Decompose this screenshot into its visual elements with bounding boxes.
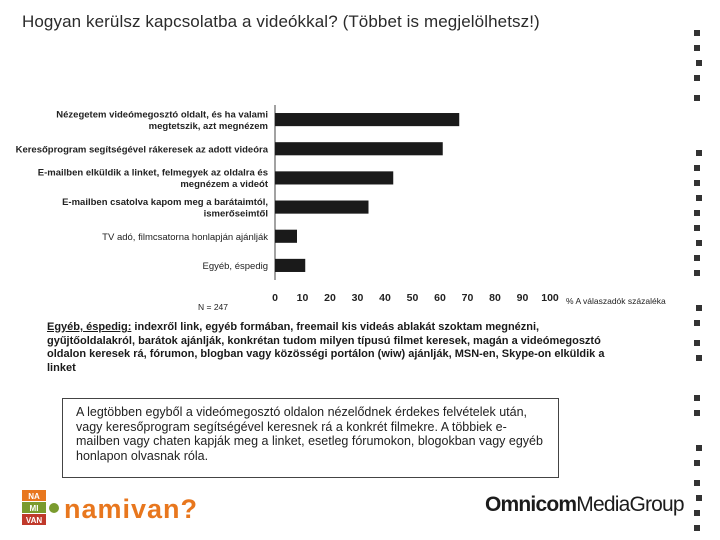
category-label: megnézem a videót: [180, 179, 268, 191]
namivan-accent-dot: [49, 503, 59, 513]
deco-square: [696, 495, 702, 501]
namivan-tile-label: NA: [28, 492, 40, 501]
deco-square: [694, 75, 700, 81]
namivan-tiles: [22, 490, 59, 525]
x-tick-label: 70: [461, 292, 474, 304]
bar: [275, 171, 393, 184]
category-label: Egyéb, éspedig: [202, 260, 268, 272]
deco-square: [694, 30, 700, 36]
sample-size-label: N = 247: [198, 302, 229, 312]
slide-title: Hogyan kerülsz kapcsolatba a videókkal? (Többet is megjelölhetsz!): [22, 12, 540, 31]
bar-chart: [0, 95, 700, 320]
omnicom-light: MediaGroup: [576, 493, 684, 516]
deco-square: [696, 445, 702, 451]
deco-square: [694, 395, 700, 401]
x-tick-label: 30: [351, 292, 364, 304]
deco-square: [694, 45, 700, 51]
deco-square: [694, 525, 700, 531]
x-tick-label: 40: [379, 292, 391, 304]
namivan-wordmark: namivan?: [64, 494, 199, 524]
deco-square: [694, 340, 700, 346]
category-label: Keresőprogram segítségével rákeresek az adott videóra: [15, 144, 268, 156]
deco-square: [696, 355, 702, 361]
category-label: megtetszik, azt megnézem: [148, 120, 268, 132]
deco-square: [694, 320, 700, 326]
category-label: Nézegetem videómegosztó oldalt, és ha valami: [56, 109, 268, 121]
deco-square: [696, 60, 702, 66]
x-tick-label: 60: [434, 292, 446, 304]
namivan-tile-label: MI: [29, 504, 39, 513]
namivan-logo: [20, 488, 220, 528]
other-answers-note: [47, 321, 607, 375]
omnicom-logo: [485, 493, 684, 517]
x-unit-label: % A válaszadók százaléka: [566, 296, 666, 306]
x-tick-label: 20: [324, 292, 336, 304]
category-label: E-mailben csatolva kapom meg a barátaimtól,: [62, 196, 268, 208]
summary-text: A legtöbben egyből a videómegosztó oldalon nézelődnek érdekes felvételek után, vagy keresőprogram segítségével keresnek rá a konkrét filmekre. A többiek e-mailben vagy chaten kapják meg a linket, esetleg fórumokon, blogokban vagy egyéb honlapon olvasnak róla.: [76, 405, 543, 463]
omnicom-bold: Omnicom: [485, 493, 577, 516]
namivan-tile-label: VAN: [25, 516, 43, 525]
deco-square: [694, 480, 700, 486]
bar: [275, 142, 443, 155]
x-tick-label: 80: [489, 292, 501, 304]
deco-square: [694, 410, 700, 416]
x-tick-label: 90: [516, 292, 529, 304]
note-text: indexről link, egyéb formában, freemail kis videás ablakát szoktam megnézni, gyűjtőoldalakról, barátok ajánlják, konkrétan tudom milyen típusú filmet keresek, magán a videómegosztó oldalon keresek rá, fórumon, blogban vagy közösségi portálon (wiw) ajánlják, MSN-en, Skype-on elküldik a linket: [47, 321, 605, 374]
x-tick-label: 0: [272, 292, 278, 304]
bar: [275, 259, 305, 272]
summary-box: [62, 398, 559, 478]
bar: [275, 230, 297, 243]
x-tick-label: 10: [296, 292, 309, 304]
note-heading: Egyéb, éspedig:: [47, 321, 132, 333]
x-tick-label: 50: [406, 292, 419, 304]
x-tick-label: 100: [541, 292, 559, 304]
bar: [275, 113, 459, 126]
category-label: TV adó, filmcsatorna honlapján ajánlják: [102, 231, 268, 243]
deco-square: [694, 510, 700, 516]
category-label: ismerőseimtől: [203, 208, 268, 220]
bar: [275, 201, 369, 214]
deco-square: [694, 460, 700, 466]
category-label: E-mailben elküldik a linket, felmegyek az oldalra és: [37, 167, 268, 179]
